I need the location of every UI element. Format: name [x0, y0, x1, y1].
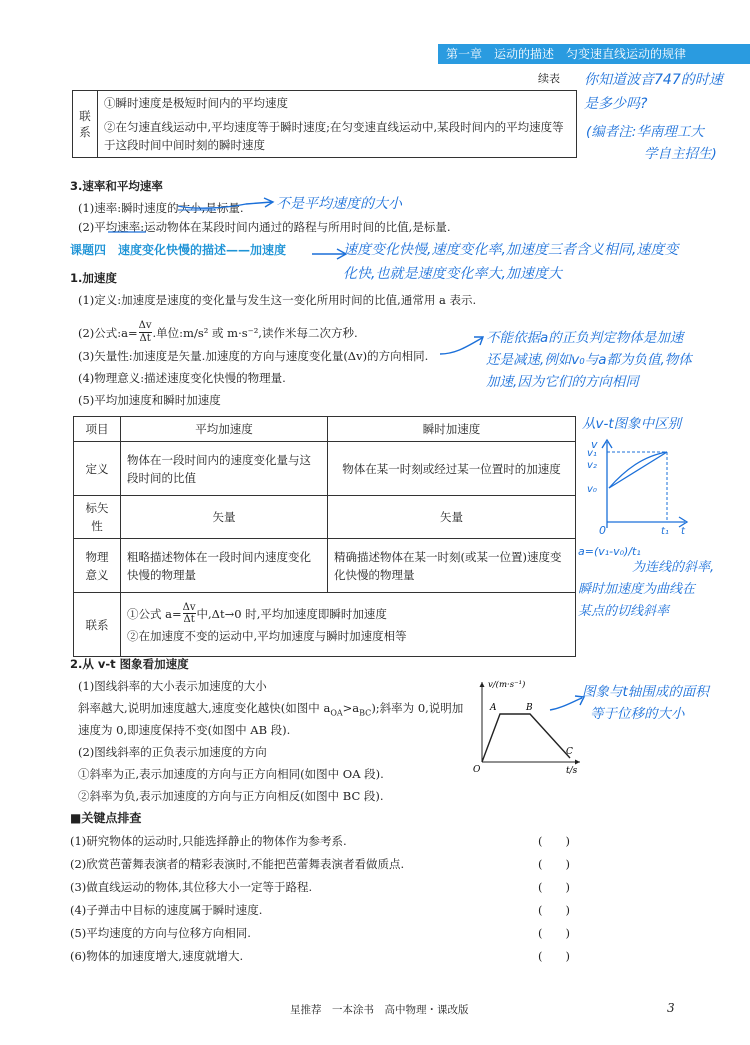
- point-b: B: [526, 703, 533, 713]
- def-avg: 物体在一段时间内的速度变化量与这段时间的比值: [121, 442, 328, 496]
- page-number: 3: [667, 1001, 675, 1015]
- section2-p2-a: 斜率越大,说明加速度越大,速度变化越快(如图中 a: [78, 701, 331, 715]
- accel-p5: (5)平均加速度和瞬时加速度: [78, 393, 221, 407]
- th-inst: 瞬时加速度: [328, 417, 576, 442]
- section2-p2-b: >a: [342, 701, 360, 715]
- footer-text: 星推荐 一本涂书 高中物理・课改版: [290, 1004, 469, 1016]
- answer-bracket[interactable]: ( ): [538, 926, 570, 940]
- section3-p1: (1)速率:瞬时速度的大小,是标量.: [78, 201, 244, 215]
- check-item: (1)研究物体的运动时,只能选择静止的物体作为参考系.: [70, 834, 347, 848]
- link1-suffix: 中,Δt→0 时,平均加速度即瞬时加速度: [196, 606, 387, 621]
- vec-label: 标矢性: [74, 496, 121, 539]
- accel-p1: (1)定义:加速度是速度的变化量与发生这一变化所用时间的比值,通常用 a 表示.: [78, 293, 477, 307]
- note-vt-distinguish: 从v-t图象中区别: [582, 416, 682, 432]
- hand-v: v: [591, 438, 598, 451]
- note-slope-2: 瞬时加速度为曲线在: [578, 582, 696, 597]
- link-den: Δt: [183, 614, 195, 625]
- x-axis-arrow: [575, 760, 580, 765]
- hand-t1: t₁: [661, 526, 669, 536]
- section2-p1: (1)图线斜率的大小表示加速度的大小: [78, 679, 267, 693]
- note-slope-3: 某点的切线斜率: [578, 604, 670, 619]
- answer-bracket[interactable]: ( ): [538, 880, 570, 894]
- formula-num: Δv: [138, 320, 152, 331]
- contact-label: 联系: [73, 91, 98, 158]
- lesson4-title: 课题四 速度变化快慢的描述——加速度: [70, 243, 287, 257]
- y-axis-arrow: [480, 682, 485, 687]
- accel-title: 1.加速度: [70, 271, 117, 285]
- note-accel-2: 化快,也就是速度变化率大,加速度大: [343, 266, 562, 282]
- accel-p2: [78, 320, 358, 345]
- accel-p2-suffix: .单位:m/s² 或 m·s⁻²,读作米每二次方秒.: [152, 325, 358, 340]
- point-c: C: [566, 747, 573, 757]
- contact-row-2: ②在匀速直线运动中,平均速度等于瞬时速度;在匀变速直线运动中,某段时间内的平均速度等于这段时间中间时刻的瞬时速度: [98, 115, 577, 158]
- formula-den: Δt: [139, 333, 151, 344]
- check-item: (4)子弹击中目标的速度属于瞬时速度.: [70, 903, 263, 917]
- check-item: (3)做直线运动的物体,其位移大小一定等于路程.: [70, 880, 313, 894]
- section2-p6: ②斜率为负,表示加速度的方向与正方向相反(如图中 BC 段).: [78, 789, 384, 803]
- answer-bracket[interactable]: ( ): [538, 834, 570, 848]
- note-area-2: 等于位移的大小: [590, 706, 685, 722]
- hand-v0: v₀: [587, 484, 597, 495]
- section3-p2: (2)平均速率:运动物体在某段时间内通过的路程与所用时间的比值,是标量.: [78, 220, 451, 234]
- link1-prefix: ①公式 a=: [127, 606, 182, 621]
- note-sign-3: 加速,因为它们的方向相同: [486, 374, 639, 390]
- contact-table: [72, 90, 577, 158]
- point-a: A: [490, 703, 497, 713]
- hand-t: t: [681, 526, 685, 536]
- link-label: 联系: [74, 593, 121, 657]
- compare-table: [73, 416, 576, 657]
- vt-line: [482, 714, 570, 762]
- note2-arrow: [176, 196, 276, 212]
- mean-avg: 粗略描述物体在一段时间内速度变化快慢的物理量: [121, 539, 328, 593]
- note-boeing-2: 是多少吗?: [584, 96, 648, 112]
- note-sign-1: 不能依据a的正负判定物体是加速: [486, 330, 684, 346]
- answer-bracket[interactable]: ( ): [538, 903, 570, 917]
- accel-p2-prefix: (2)公式:a=: [78, 325, 138, 340]
- hand-v2: v₂: [587, 460, 597, 471]
- mean-inst: 精确描述物体在某一时刻(或某一位置)速度变化快慢的物理量: [328, 539, 576, 593]
- y-label: v/(m·s⁻¹): [488, 680, 526, 690]
- note4-arrow: [438, 334, 488, 358]
- hand-v1: v₁: [587, 448, 597, 459]
- note-slope-formula: a=(v₁-v₀)/t₁: [578, 545, 641, 558]
- note-boeing-4: 学自主招生): [644, 146, 717, 162]
- continued-label: 续表: [538, 72, 560, 85]
- section2-p2-c: );斜率为 0,说明加: [371, 701, 464, 715]
- link-fraction: [183, 602, 196, 625]
- note-boeing-1: 你知道波音747的时速: [584, 72, 723, 88]
- section2-p2: [78, 700, 463, 721]
- check-item: (5)平均速度的方向与位移方向相同.: [70, 926, 251, 940]
- hand-o: 0: [599, 524, 606, 536]
- answer-bracket[interactable]: ( ): [538, 949, 570, 963]
- sub-oa: OA: [330, 708, 343, 718]
- link-num: Δv: [182, 602, 196, 613]
- chapter-header: 第一章 运动的描述 匀变速直线运动的规律: [438, 44, 750, 64]
- vec-inst: 矢量: [328, 496, 576, 539]
- th-item: 项目: [74, 417, 121, 442]
- note-boeing-3: (编者注:华南理工大: [586, 124, 704, 140]
- check-title: ■关键点排查: [70, 811, 142, 825]
- vec-avg: 矢量: [121, 496, 328, 539]
- section2-p5: ①斜率为正,表示加速度的方向与正方向相同(如图中 OA 段).: [78, 767, 384, 781]
- section2-title: 2.从 v-t 图象看加速度: [70, 657, 189, 671]
- formula-fraction: [139, 320, 152, 345]
- vt-graph: [466, 676, 586, 776]
- answer-bracket[interactable]: ( ): [538, 857, 570, 871]
- mean-label: 物理意义: [74, 539, 121, 593]
- note-sign-2: 还是减速,例如v₀与a都为负值,物体: [486, 352, 692, 368]
- link-cell: [121, 593, 576, 657]
- check-item: (6)物体的加速度增大,速度就增大.: [70, 949, 244, 963]
- link-row-2: ②在加速度不变的运动中,平均加速度与瞬时加速度相等: [127, 629, 407, 643]
- link-row-1: [127, 602, 569, 625]
- sub-bc: BC: [359, 708, 372, 718]
- note-accel-1: 速度变化快慢,速度变化率,加速度三者含义相同,速度变: [343, 242, 679, 258]
- note-area-1: 图象与t轴围成的面积: [582, 684, 709, 700]
- accel-p4: (4)物理意义:描述速度变化快慢的物理量.: [78, 371, 286, 385]
- hand-vt-sketch: [585, 436, 695, 536]
- underline-avg-rate: [108, 228, 148, 236]
- origin-label: O: [473, 765, 481, 775]
- note-slope-1: 为连线的斜率,: [632, 560, 715, 575]
- check-item: (2)欣赏芭蕾舞表演者的精彩表演时,不能把芭蕾舞表演者看做质点.: [70, 857, 405, 871]
- def-inst: 物体在某一时刻或经过某一位置时的加速度: [328, 442, 576, 496]
- th-avg: 平均加速度: [121, 417, 328, 442]
- def-label: 定义: [74, 442, 121, 496]
- section3-title: 3.速率和平均速率: [70, 179, 163, 193]
- x-label: t/s: [566, 766, 578, 776]
- section2-p3: 速度为 0,即速度保持不变(如图中 AB 段).: [78, 723, 291, 737]
- note-rate: 不是平均速度的大小: [276, 196, 402, 212]
- accel-p3: (3)矢量性:加速度是矢量.加速度的方向与速度变化量(Δv)的方向相同.: [78, 349, 429, 363]
- contact-row-1: ①瞬时速度是极短时间内的平均速度: [98, 91, 577, 116]
- section2-p4: (2)图线斜率的正负表示加速度的方向: [78, 745, 267, 759]
